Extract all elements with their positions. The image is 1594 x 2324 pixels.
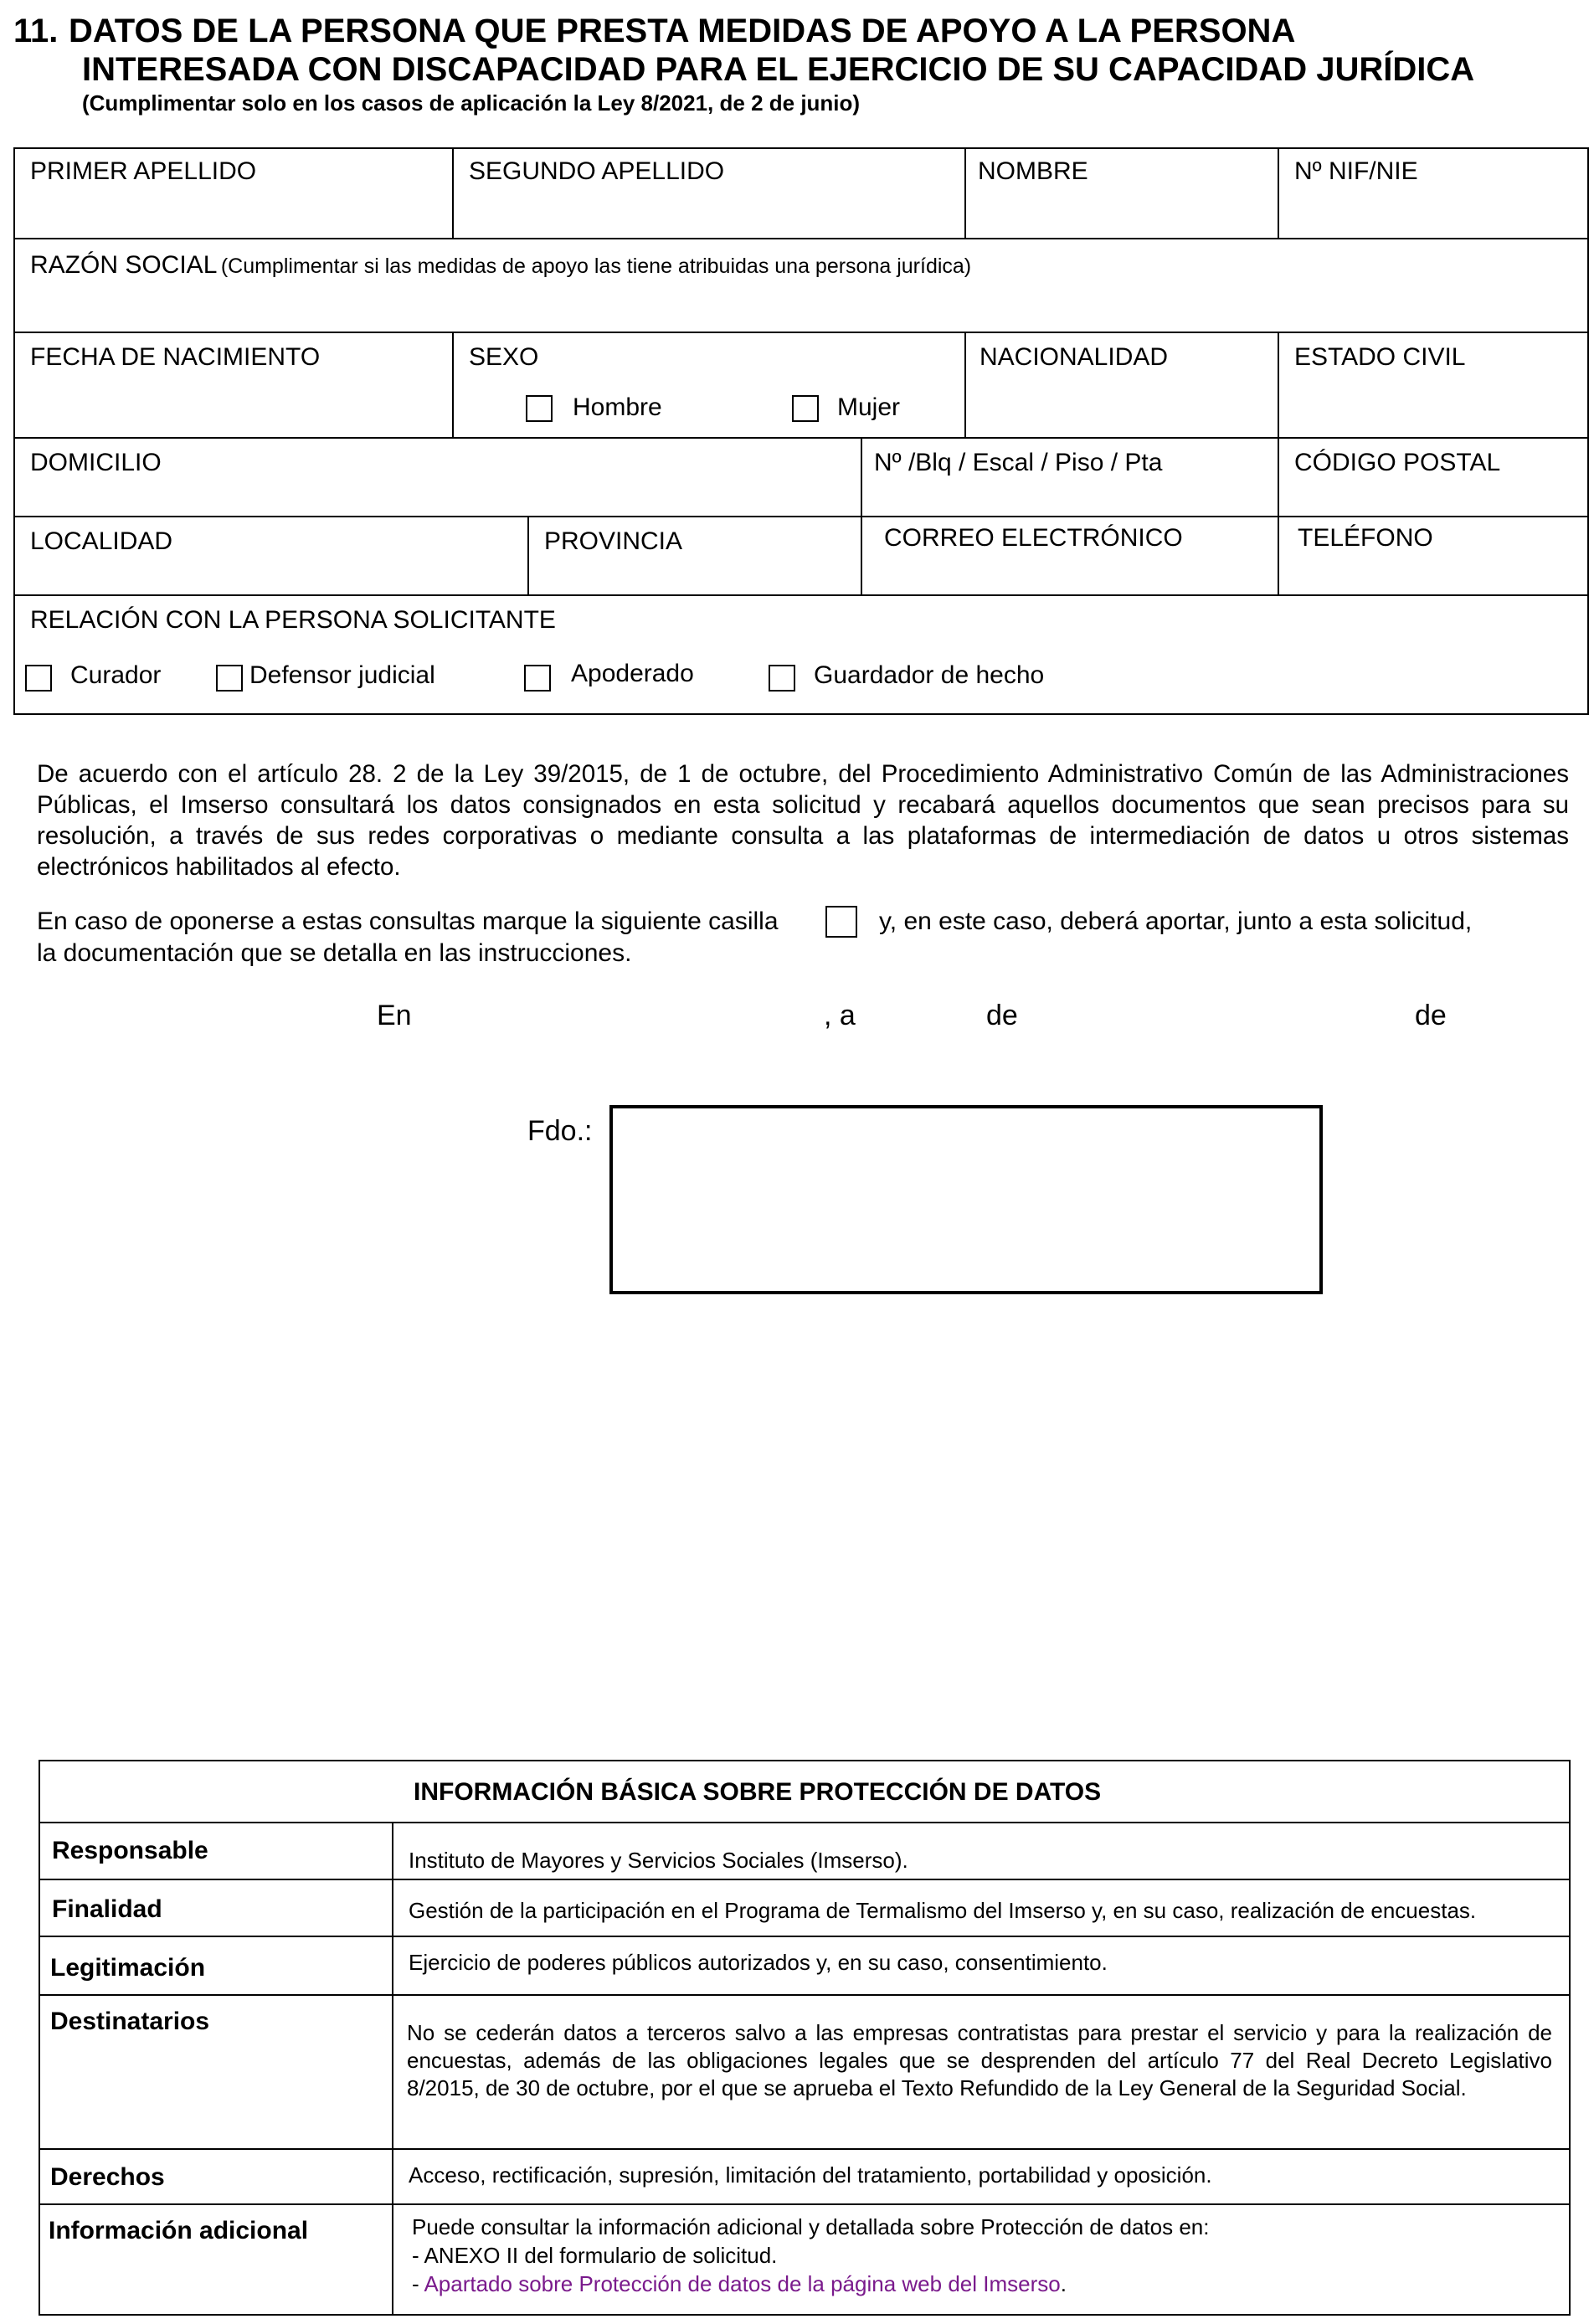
row-label-destinatarios: Destinatarios bbox=[50, 2008, 210, 2035]
nombre-field[interactable] bbox=[964, 147, 1279, 239]
info-bullet-dash: - bbox=[412, 2271, 424, 2296]
segundo-apellido-field[interactable] bbox=[452, 147, 966, 239]
num-blq-label: Nº /Blq / Escal / Piso / Pta bbox=[874, 449, 1163, 476]
date-de-1: de bbox=[986, 1000, 1018, 1031]
mujer-label: Mujer bbox=[837, 393, 901, 421]
defensor-label: Defensor judicial bbox=[249, 661, 435, 689]
num-blq-field[interactable] bbox=[861, 437, 1279, 517]
section-title-line2: INTERESADA CON DISCAPACIDAD PARA EL EJERCICIO DE SU CAPACIDAD JURÍDICA bbox=[82, 51, 1475, 88]
segundo-apellido-label: SEGUNDO APELLIDO bbox=[469, 157, 725, 185]
consent-paragraph: De acuerdo con el artículo 28. 2 de la Ley 39/2015, de 1 de octubre, del Procedimiento Administrativo Común de las Administraciones Públicas, el Imserso consultará los datos consignados en esta solicitud y recabará aquellos documentos que sean precisos para su resolución, a través de sus redes corporativas o mediante consulta a las plataformas de intermediación de datos u otros sistemas electrónicos habilitados al efecto. bbox=[37, 760, 1569, 881]
protection-header bbox=[39, 1760, 1571, 1823]
telefono-field[interactable] bbox=[1278, 516, 1589, 596]
nif-field[interactable] bbox=[1278, 147, 1589, 239]
place-a: , a bbox=[824, 1000, 856, 1031]
nif-label: Nº NIF/NIE bbox=[1294, 157, 1418, 185]
info-bullet-end: . bbox=[1060, 2271, 1067, 2296]
apoderado-checkbox[interactable] bbox=[524, 665, 551, 692]
estado-civil-field[interactable] bbox=[1278, 332, 1589, 439]
row-label-responsable: Responsable bbox=[52, 1837, 208, 1864]
curador-label: Curador bbox=[70, 661, 162, 689]
relacion-label: RELACIÓN CON LA PERSONA SOLICITANTE bbox=[30, 606, 556, 634]
correo-label: CORREO ELECTRÓNICO bbox=[884, 524, 1183, 552]
place-en: En bbox=[377, 1000, 412, 1031]
guardador-label: Guardador de hecho bbox=[814, 661, 1045, 689]
nacionalidad-field[interactable] bbox=[964, 332, 1279, 439]
defensor-checkbox[interactable] bbox=[216, 665, 243, 692]
section-subtitle: (Cumplimentar solo en los casos de aplicación la Ley 8/2021, de 2 de junio) bbox=[82, 90, 861, 116]
section-number: 11. bbox=[13, 13, 59, 49]
row-text-legitimacion: Ejercicio de poderes públicos autorizados y, en su caso, consentimiento. bbox=[409, 1950, 1108, 1975]
sexo-field bbox=[452, 332, 966, 439]
imserso-web-link[interactable]: Apartado sobre Protección de datos de la página web del Imserso bbox=[424, 2271, 1061, 2296]
fecha-nacimiento-field[interactable] bbox=[13, 332, 454, 439]
nacionalidad-label: NACIONALIDAD bbox=[980, 343, 1169, 371]
oppose-text-2: y, en este caso, deberá aportar, junto a esta solicitud, bbox=[879, 907, 1473, 935]
codigo-postal-field[interactable] bbox=[1278, 437, 1589, 517]
razon-social-label: RAZÓN SOCIAL bbox=[30, 251, 218, 279]
sexo-label: SEXO bbox=[469, 343, 539, 371]
date-de-2: de bbox=[1415, 1000, 1447, 1031]
row-label-derechos: Derechos bbox=[50, 2163, 165, 2191]
primer-apellido-label: PRIMER APELLIDO bbox=[30, 157, 257, 185]
razon-social-note: (Cumplimentar si las medidas de apoyo las tiene atribuidas una persona jurídica) bbox=[220, 255, 972, 278]
fecha-nacimiento-label: FECHA DE NACIMIENTO bbox=[30, 343, 321, 371]
row-label-legitimacion: Legitimación bbox=[50, 1954, 206, 1982]
row-text-responsable: Instituto de Mayores y Servicios Sociales (Imserso). bbox=[409, 1848, 908, 1873]
row-text-derechos: Acceso, rectificación, supresión, limitación del tratamiento, portabilidad y oposición. bbox=[409, 2162, 1212, 2188]
localidad-field[interactable] bbox=[13, 516, 529, 596]
hombre-checkbox[interactable] bbox=[526, 395, 553, 422]
guardador-checkbox[interactable] bbox=[769, 665, 795, 692]
oppose-text-1: En caso de oponerse a estas consultas marque la siguiente casilla bbox=[37, 907, 779, 935]
provincia-field[interactable] bbox=[527, 516, 862, 596]
signature-box[interactable] bbox=[609, 1105, 1323, 1294]
estado-civil-label: ESTADO CIVIL bbox=[1294, 343, 1466, 371]
protection-title: INFORMACIÓN BÁSICA SOBRE PROTECCIÓN DE DATOS bbox=[414, 1778, 1102, 1806]
row-text-finalidad: Gestión de la participación en el Programa de Termalismo del Imserso y, en su caso, realización de encuestas. bbox=[409, 1898, 1477, 1923]
domicilio-label: DOMICILIO bbox=[30, 449, 162, 476]
row-label-info-adicional: Información adicional bbox=[49, 2217, 309, 2244]
row-text-info-adicional: Puede consultar la información adicional y detallada sobre Protección de datos en: bbox=[412, 2214, 1210, 2239]
oppose-checkbox[interactable] bbox=[825, 906, 857, 938]
razon-social-field[interactable] bbox=[13, 238, 1589, 333]
telefono-label: TELÉFONO bbox=[1298, 524, 1433, 552]
primer-apellido-field[interactable] bbox=[13, 147, 454, 239]
row-label-finalidad: Finalidad bbox=[52, 1895, 162, 1923]
domicilio-field[interactable] bbox=[13, 437, 862, 517]
relacion-field bbox=[13, 594, 1589, 715]
provincia-label: PROVINCIA bbox=[544, 527, 683, 555]
localidad-label: LOCALIDAD bbox=[30, 527, 173, 555]
apoderado-label: Apoderado bbox=[571, 660, 694, 687]
signature-label: Fdo.: bbox=[527, 1115, 593, 1147]
info-bullet-anexo: - ANEXO II del formulario de solicitud. bbox=[412, 2243, 778, 2268]
correo-field[interactable] bbox=[861, 516, 1279, 596]
section-title-line1: DATOS DE LA PERSONA QUE PRESTA MEDIDAS DE APOYO A LA PERSONA bbox=[69, 13, 1296, 49]
oppose-text-3: la documentación que se detalla en las instrucciones. bbox=[37, 939, 632, 967]
curador-checkbox[interactable] bbox=[25, 665, 52, 692]
codigo-postal-label: CÓDIGO POSTAL bbox=[1294, 449, 1501, 476]
mujer-checkbox[interactable] bbox=[792, 395, 819, 422]
hombre-label: Hombre bbox=[573, 393, 662, 421]
row-text-destinatarios: No se cederán datos a terceros salvo a las empresas contratistas para prestar el servicio y para la realización de encuestas, además de las obligaciones legales que se desprenden del artículo 77 del Real Decreto Legislativo 8/2015, de 30 de octubre, por el que se aprueba el Texto Refundido de la Ley General de la Seguridad Social. bbox=[407, 2020, 1552, 2100]
nombre-label: NOMBRE bbox=[978, 157, 1088, 185]
